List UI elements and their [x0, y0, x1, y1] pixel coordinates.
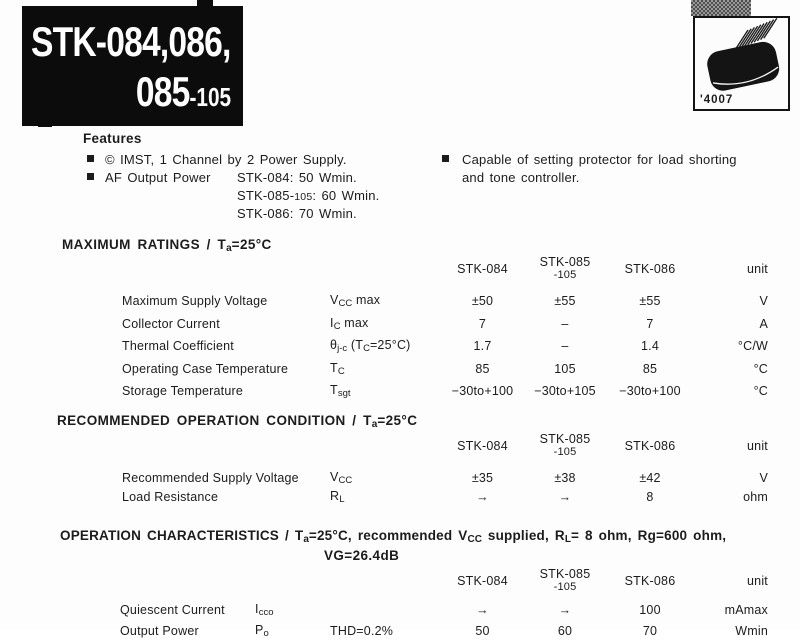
cell-unit: Wmin [735, 623, 768, 638]
feature-text: and tone controller. [462, 170, 580, 185]
cell-value: 8 [646, 489, 654, 504]
cell-value: 50 [475, 623, 490, 638]
cell-value: ±55 [639, 294, 661, 309]
column-header: STK-084 [457, 262, 508, 276]
cell-value: → [558, 602, 572, 617]
row-symbol: $V_{CC}$ [330, 469, 353, 486]
row-label: Recommended Supply Voltage [122, 470, 299, 485]
cell-value: 7 [478, 316, 487, 331]
cell-value: 1.4 [641, 339, 659, 354]
column-header: STK-085 -105 [539, 567, 591, 593]
column-header: STK-084 [457, 574, 508, 588]
section-heading-recommended-operation: RECOMMENDED OPERATION CONDITION / $T_a=25^\circ C$ [57, 413, 418, 430]
cell-value: ±38 [554, 470, 576, 485]
max-ratings-table [122, 290, 768, 403]
row-symbol: $I_C$ max [330, 315, 369, 332]
table-row [122, 468, 768, 487]
cell-unit: V [759, 294, 768, 309]
table-row [122, 335, 768, 358]
operation-characteristics-table [120, 599, 768, 641]
cell-value: 100 [639, 602, 661, 617]
halftone-artifact [691, 0, 751, 16]
row-label: Load Resistance [122, 489, 219, 504]
feature-item [0, 169, 800, 186]
row-symbol: $T_{sgt}$ [330, 383, 351, 400]
column-header: STK-086 [624, 439, 676, 453]
section-heading-operation-line2: VG=26.4dB [324, 548, 400, 563]
column-header: STK-086 [624, 574, 676, 588]
table-column-headers [445, 253, 768, 285]
cell-unit: V [759, 470, 768, 485]
cell-unit: mAmax [724, 602, 768, 617]
package-code-label: '4007 [700, 94, 734, 106]
row-label: Operating Case Temperature [122, 361, 289, 376]
table-row [120, 620, 768, 641]
table-row [122, 358, 768, 381]
table-column-headers [445, 565, 768, 597]
table-row [122, 380, 768, 403]
column-header-unit: unit [747, 262, 768, 276]
section-heading-maximum-ratings: MAXIMUM RATINGS / $T_a=25^\circ C$ [62, 237, 272, 254]
column-header-unit: unit [747, 439, 768, 453]
feature-item [0, 205, 800, 222]
package-body [705, 39, 782, 93]
table-row [120, 599, 768, 620]
cell-value: → [476, 602, 489, 617]
cell-value: −30to+105 [534, 384, 596, 399]
row-symbol: $I_{cco}$ [255, 601, 274, 618]
row-label: Collector Current [122, 316, 220, 331]
feature-detail: STK-086: 70 Wmin. [237, 206, 357, 221]
row-condition: THD=0.2% [330, 623, 394, 638]
part-number-line1: STK-084,086, [31, 18, 231, 65]
cell-value: ±42 [639, 470, 661, 485]
feature-text: © IMST, 1 Channel by 2 Power Supply. [105, 152, 347, 167]
part-number-line2 [136, 68, 231, 116]
bullet-square-icon [442, 155, 449, 162]
cell-value: ±50 [471, 294, 494, 309]
row-label: Thermal Coefficient [122, 339, 234, 354]
column-header: STK-086 [624, 262, 676, 276]
cell-value: → [558, 489, 572, 504]
cell-value: 70 [642, 623, 658, 638]
cell-value: → [476, 489, 489, 504]
cell-value: 105 [554, 361, 576, 376]
row-label: Output Power [120, 623, 199, 638]
cell-value: – [561, 316, 569, 331]
part-number-line2-main: 085 [135, 68, 190, 115]
column-header: STK-085 -105 [539, 432, 591, 458]
package-figure [693, 16, 790, 111]
row-label: Storage Temperature [122, 384, 243, 399]
section-heading-operation-characteristics: OPERATION CHARACTERISTICS / $T_a=25^\circ C$, recommended $V_{CC}$ supplied, $R_L= 8$ ohm, Rg=600 ohm, [60, 528, 727, 545]
part-number-line2-suffix: -105 [189, 82, 231, 112]
cell-value: – [561, 339, 569, 354]
feature-detail: STK-085-105: 60 Wmin. [237, 188, 380, 203]
table-row [122, 487, 768, 506]
cell-unit: ohm [743, 489, 768, 504]
row-symbol: $P_o$ [255, 622, 269, 639]
cell-value: −30to+100 [451, 384, 514, 399]
row-label: Maximum Supply Voltage [122, 294, 268, 309]
cell-value: ±35 [471, 470, 494, 485]
part-number-block [22, 6, 243, 126]
feature-text: Capable of setting protector for load shorting [462, 152, 737, 167]
cell-value: 7 [646, 316, 654, 331]
column-header: STK-085 -105 [539, 255, 591, 281]
scan-artifact [38, 124, 52, 127]
cell-value: 1.7 [473, 339, 492, 354]
cell-unit: °C/W [737, 339, 768, 354]
bullet-square-icon [87, 155, 94, 162]
cell-unit: A [759, 316, 768, 331]
features-heading: Features [83, 131, 142, 146]
cell-value: 85 [475, 361, 490, 376]
row-symbol: $V_{CC}$ max [330, 293, 381, 310]
row-symbol: $R_L$ [330, 488, 345, 505]
cell-value: −30to+100 [619, 384, 681, 399]
bullet-square-icon [87, 173, 94, 180]
feature-text: AF Output Power [105, 170, 211, 185]
feature-item [0, 151, 800, 168]
feature-detail: STK-084: 50 Wmin. [237, 170, 357, 185]
table-row [122, 290, 768, 313]
row-symbol: $\theta_{j-c}$ $(T_C=25^\circ C)$ [330, 338, 411, 355]
row-label: Quiescent Current [120, 602, 225, 617]
column-header-unit: unit [747, 574, 768, 588]
scan-artifact [197, 0, 213, 7]
table-row [122, 313, 768, 336]
cell-unit: °C [753, 361, 768, 376]
feature-item [0, 187, 800, 204]
cell-unit: °C [753, 384, 768, 399]
table-column-headers [445, 430, 768, 462]
cell-value: 60 [557, 623, 573, 638]
cell-value: 85 [642, 361, 658, 376]
column-header: STK-084 [457, 439, 508, 453]
row-symbol: $T_C$ [330, 360, 345, 377]
cell-value: ±55 [554, 294, 576, 309]
recommended-operation-table [122, 468, 768, 506]
